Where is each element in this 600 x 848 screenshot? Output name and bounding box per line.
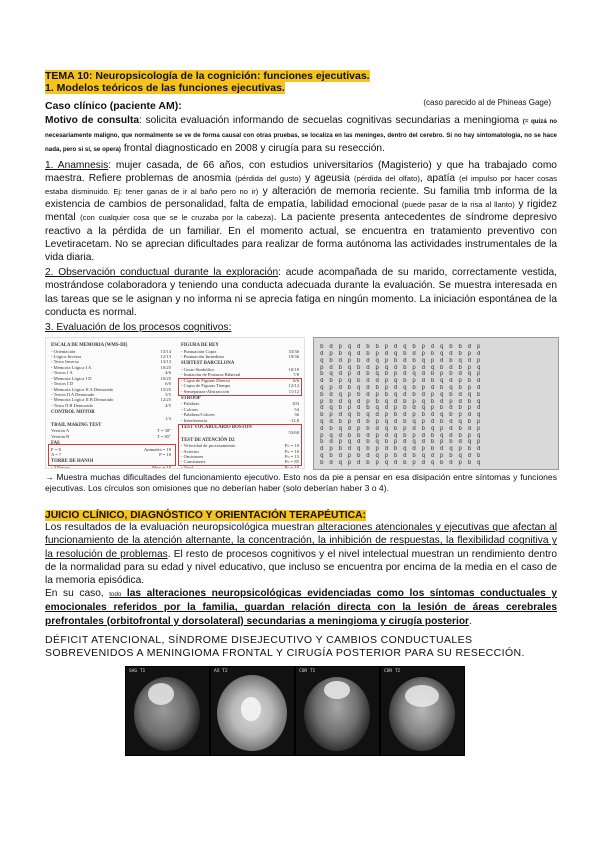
table-cell-value: 13/13 [160,359,171,365]
topic-title: TEMA 10: Neuropsicología de la cognición: funciones ejecutivas. [45,70,370,82]
table-cell-label: - Textos I A [51,370,73,376]
judgement-title: JUICIO CLÍNICO, DIAGNÓSTICO Y ORIENTACIÓN TERAPÉUTICA: [45,510,366,522]
table-cell-label: Versión B [51,433,70,439]
table-cell-label: - Lógica Inversa [51,354,82,360]
table-cell-label: - Interferencia [181,417,208,423]
table-cell-label: - Puntuación Inmediata [181,354,224,360]
highlight-box [48,444,176,466]
table-cell-value: 53/60 [288,430,299,436]
table-cell-value: Pc = 15 [284,453,299,459]
mri-axial-image [210,666,295,756]
cancellation-test-image [313,337,559,470]
table-cell-value: 7/8 [293,372,299,378]
table-cell-value: 103 [292,401,299,407]
table-row [51,403,171,408]
table-cell-value: Pc = 10 [284,464,299,470]
table-section-heading: TRAIL MAKING TEST [51,422,102,428]
table-cell-label: - Memoria Lógica I A [51,364,92,370]
scan-label: AX T2 [214,668,228,674]
cancellation-row: p d b q b d p q d b p d q b d b p q [320,364,482,371]
table-cell-value: 36 [294,412,299,418]
table-row [181,418,299,423]
table-section-heading: STROOP [181,395,201,401]
table-cell-label: - Semejanzas-Abstracción [181,388,230,394]
table-cell-label: F = 8 [51,446,61,452]
table-cell-label: - Memoria Lógica II A Demorado [51,386,114,392]
figure-caption: → Muestra muchas dificultades del funcionamiento ejecutivo. Esto nos da pie a pensar en esa disipación entre síntomas y funciones ejecutivas. Los círculos son omisiones que no deberían haber (solo deberían haber 3 o 4). [45,472,557,494]
scan-label: COR T1 [299,668,316,674]
cancellation-row: b q d p d b q b p d q d b p b d q p [320,371,482,378]
motivo-paragraph: Motivo de consulta: solicita evaluación informando de secuelas cognitivas secundarias a meningioma (= quizá no necesariamente maligno, que normalmente se ve de forma causal con otras pruebas, se localiza en las meninges, dentro del cerebro. Si no hay sintomatología, no se hace nada, pero si sí, se opera) frontal diagnosticado en 2008 y cirugía para su resección. [45,115,557,155]
table-cell-value: 12/13 [160,354,171,360]
evaluation-heading: 3. Evaluación de los procesos cognitivos: [45,322,232,334]
su-caso-paragraph: En su caso, todo las alteraciones neuropsicológicas evidenciadas como los síntomas conductuales y emocionales referidos por la familia, guardan relación directa con la lesión de áreas cerebrales prefrontales (orbitofrontal y dorsolateral) secundarias a meningioma y cirugía posterior. [45,588,558,627]
table-cell-label: - Comisiones [181,459,206,465]
lesion-bright-area [324,681,350,699]
cancellation-row: p b d q d p b q d b p q b d p d b q [320,398,482,405]
table-cell-label: - Gesto Simbólico [181,366,215,372]
table-cell-value: 10/10 [288,366,299,372]
cancellation-row: q b d p b d q p b d b q p d b q d p [320,357,482,364]
mri-coronal-image-2 [380,666,465,756]
table-cell-value: 5/5 [165,391,171,397]
highlight-box [178,378,302,396]
cancellation-row: q p d b q d b p d q b p d b q b p d [320,385,482,392]
table-cell-label: - Texto II B Demorado [51,402,93,408]
table-cell-label: - Orientación [51,348,76,354]
cancellation-row: d p b d q b p d b q d p b d q p b d [320,446,482,453]
table-row [181,354,299,359]
mri-sagittal-image [125,666,210,756]
ventricle-area [241,697,261,721]
table-cell-value: Pc = 10 [284,443,299,449]
table-cell-value: 6/6 [293,377,299,383]
table-cell-label: - Velocidad de procesamiento [181,443,236,449]
cancellation-row: d b p q b d d p q b p d b q d p b d [320,378,482,385]
cancellation-row: q d b p d b p q d b q p d b d q b p [320,419,482,426]
table-cell-value: Animales = 18 [143,446,171,452]
table-section-heading: CONTROL MOTOR [51,410,95,416]
table-section-heading: FIGURA DE REY [181,343,219,349]
lesion-bright-area [405,685,439,707]
cancellation-row: b d p q d b q b p d q d b p b d q p [320,439,482,446]
table-cell-value: 12/12 [288,383,299,389]
table-cell-label: - 3 Discos [51,464,70,470]
cancellation-row: p q d b b d p d q b p d b q d b p q [320,432,482,439]
table-cell-label: - Textos II A Demorado [51,391,95,397]
cancellation-row: d q b p d b q d p b d q p b d b p d [320,405,482,412]
table-cell-label: - Copia de Figuras Directa [181,377,230,383]
table-cell-label: - Aciertos [181,448,199,454]
cancellation-row: b d q p b d p b q d b d p q b d q b [320,391,482,398]
section-title-models: 1. Modelos teóricos de las funciones ejecutivas. [45,82,285,94]
cancellation-row: b d q p d b p q d b p d q b d p b q [320,459,482,466]
scan-label: SAG T1 [129,668,146,674]
table-cell-label: - Textos I D [51,381,73,387]
table-cell-label: A = 7 [51,451,62,457]
table-section-heading: ESCALA DE MEMORIA (WMS-III) [51,343,128,349]
table-cell-value: 11/12 [288,388,299,394]
table-section-heading: TORRE DE HANOI [51,459,94,465]
table-cell-label: - Memoria Lógica II B Demorado [51,397,114,403]
table-cell-value: 13/14 [160,348,171,354]
table-cell-label: - Omisiones [181,453,204,459]
table-section-heading: SUBTEST BARCELONA [181,361,235,367]
table-cell-label: Versión A [51,428,70,434]
scan-label: COR T2 [384,668,401,674]
table-row [51,416,171,421]
table-cell-value: 6/6 [165,381,171,387]
table-section-heading: FAS [51,441,60,447]
table-cell-value: -12,8 [289,417,299,423]
table-cell-value: 10/25 [160,364,171,370]
table-cell-label: - Total [181,464,193,470]
table-cell-value: 4/5 [165,402,171,408]
table-cell-value: 19/36 [288,354,299,360]
cancellation-row: b p d q b q d p b d p b d q b p d q [320,412,482,419]
table-cell-value: 54 [294,406,299,412]
table-section-heading: TEST DE ATENCIÓN D2 [181,437,235,443]
table-cell-label: - Puntuación Copia [181,348,217,354]
table-cell-label: - Palabras/Colores [181,412,215,418]
cancellation-row: b d p q d b b p d q b p d q b b d p [320,344,482,351]
observation-paragraph: 2. Observación conductual durante la exploración: acude acompañada de su marido, correctamente vestida, mostrándose colaboradora y teniendo una conducta adecuada durante la evaluación. Se muestra interesada en las tareas que se le asignan y no informa ni se aprecia fatiga en ningún momento. La iniciación espontánea de la conducta es normal. [45,267,558,318]
cancellation-row: q b d p b d q p b d b q d p b q d b [320,453,482,460]
table-section-heading: TEST VOCABULARIO BOSTON [181,424,252,430]
deficit-diagnosis: DÉFICIT ATENCIONAL, SÍNDROME DISEJECUTIVO Y CAMBIOS CONDUCTUALES SOBREVENIDOS A MENINGIOMA FRONTAL Y CIRUGÍA POSTERIOR PARA SU RESECCIÓN. [45,633,525,659]
mri-coronal-image-1 [295,666,380,756]
table-cell-value: 15/25 [160,386,171,392]
table-cell-value: Pc = 85 [284,459,299,465]
table-cell-value: T = 38" [156,428,171,434]
table-cell-value: 4/6 [165,370,171,376]
table-cell-value: 1/3 [165,415,171,421]
test-results-table-image [45,337,305,469]
judgement-paragraph: Los resultados de la evaluación neuropsicológica muestran alteraciones atencionales y ejecutivas que afectan al funcionamiento de la atención alternante, la concentración, la inhibición de respuestas, la flexibilidad cognitiva y la resolución de problemas. El resto de procesos cognitivos y el nivel intelectual muestran un rendimiento dentro de la normalidad para su edad y nivel educativo, que incluso se encuentra por encima de la media en el caso de la memoria episódica. [45,522,558,587]
table-cell-label: - Texto Inverso [51,359,79,365]
anamnesis-paragraph: 1. Anamnesis: mujer casada, de 66 años, con estudios universitarios (Magisterio) y que ha trabajado como maestra. Refiere problemas de anosmia (pérdida del gusto) y ageusia (pérdida del olfato), apatía (el impulso por hacer cosas estaba disminuido. Ej: tener ganas de ir al baño pero no ir) y alteración de memoria reciente. Su familia tmb informa de la existencia de cambios de personalidad, falta de empatía, labilidad emocional (puede pasar de la risa al llanto) y rigidez mental (con cualquier cosa que se le cruzaba por la cabeza). La paciente presenta antecedentes de síndrome depresivo reactivo a la pérdida de un familiar. En el momento actual, se encuentra en tratamiento preventivo con Levetiracetam. No se aprecian dificultades para realizar de forma autónoma las actividades instrumentales de la vida diaria. [45,159,558,264]
case-note: (caso parecido al de Phineas Gage) [423,98,551,107]
table-cell-label: - Palabras [181,401,200,407]
table-cell-value: P = 10 [159,451,171,457]
table-cell-label: - Colores [181,406,198,412]
table-cell-value: 16/25 [160,375,171,381]
table-cell-value: T = 85" [156,433,171,439]
highlight-box [178,424,302,466]
document-page [45,70,557,754]
cancellation-row: d p b q d b p d q b d p b q d b p d [320,351,482,358]
table-cell-label: - Copia de Figuras Tiempo [181,383,231,389]
mri-images [45,666,557,754]
table-cell-value: Mov. = 10 [151,464,171,470]
table-cell-value: Pc = 10 [284,448,299,454]
case-title: Caso clínico (paciente AM): [45,100,182,112]
table-row [51,434,171,439]
table-cell-label: - Memoria Lógica I D [51,375,92,381]
evaluation-figures [45,337,557,469]
table-cell-value: 12/25 [160,397,171,403]
table-cell-label: - Imitación de Posturas Bilateral [181,372,241,378]
cancellation-row: d b q d p b d q b p d b q p d b d p [320,425,482,432]
table-cell-value: 33/36 [288,348,299,354]
lesion-bright-area [148,683,174,705]
